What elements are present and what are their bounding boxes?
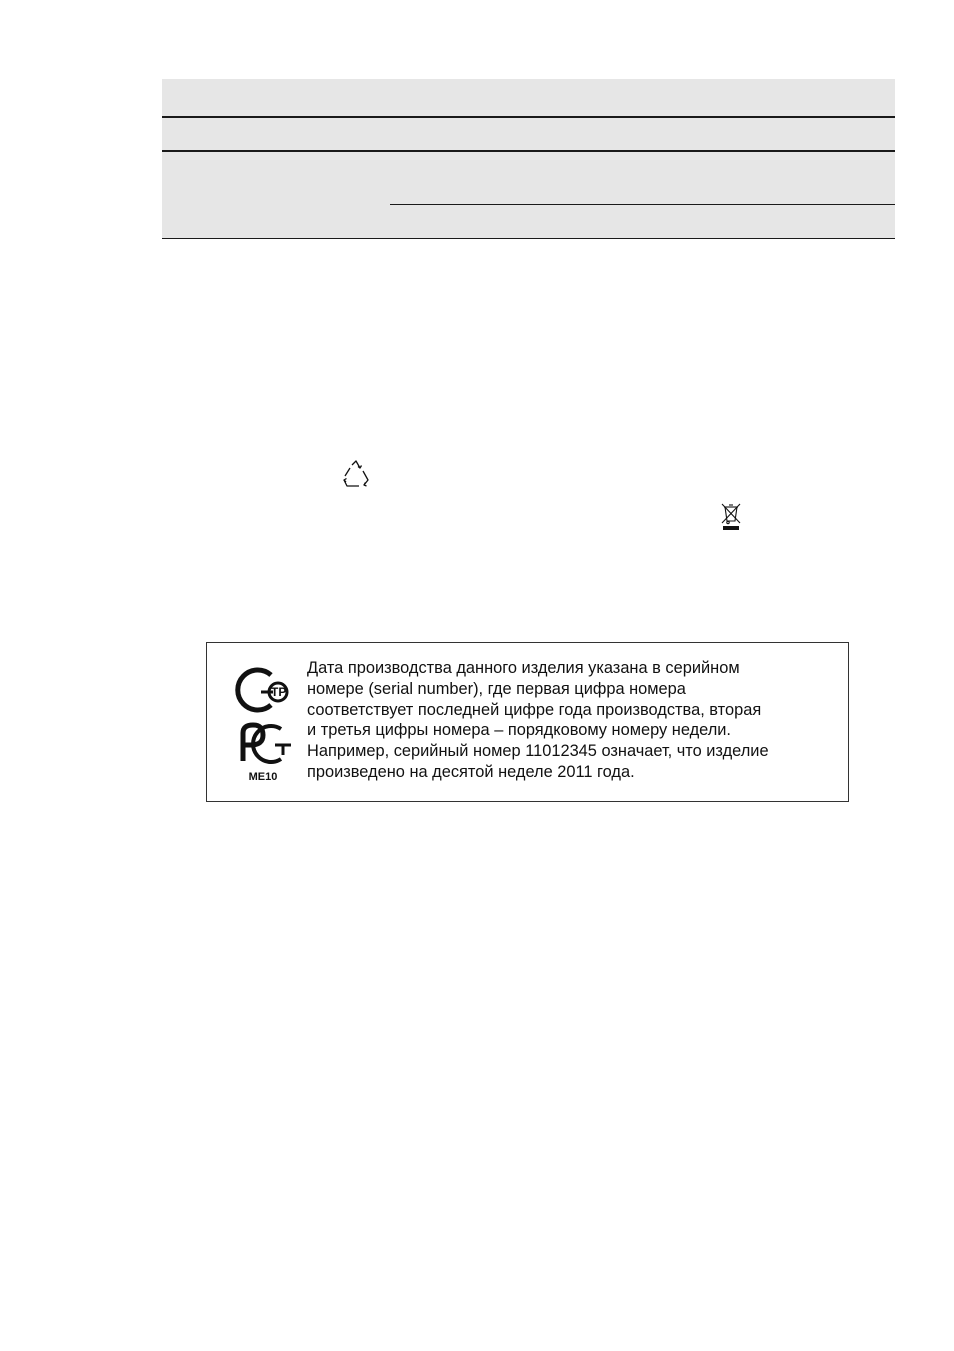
certificate-code: ME10 xyxy=(248,771,278,783)
table-row xyxy=(162,152,895,239)
crossed-out-bin-icon xyxy=(719,502,743,532)
pct-certification-logo xyxy=(231,721,295,767)
table-inner-divider xyxy=(390,204,895,205)
notice-text: Дата производства данного изделия указана в серийном номере (serial number), где первая цифра номера соответствует последней цифре года производства, вторая и третья цифры номера – порядковому номеру недели. Например, серийный номер 11012345 означает, что изделие произведено на десятой неделе 2011 года. xyxy=(307,659,769,781)
recycle-icon xyxy=(341,460,371,490)
table-header-row xyxy=(162,79,895,118)
manufacture-date-notice xyxy=(206,642,849,802)
certification-logos xyxy=(227,661,299,791)
eac-certification-logo xyxy=(231,665,295,715)
spec-table xyxy=(162,79,895,239)
table-row xyxy=(162,118,895,152)
svg-text:ТР: ТР xyxy=(271,685,287,699)
